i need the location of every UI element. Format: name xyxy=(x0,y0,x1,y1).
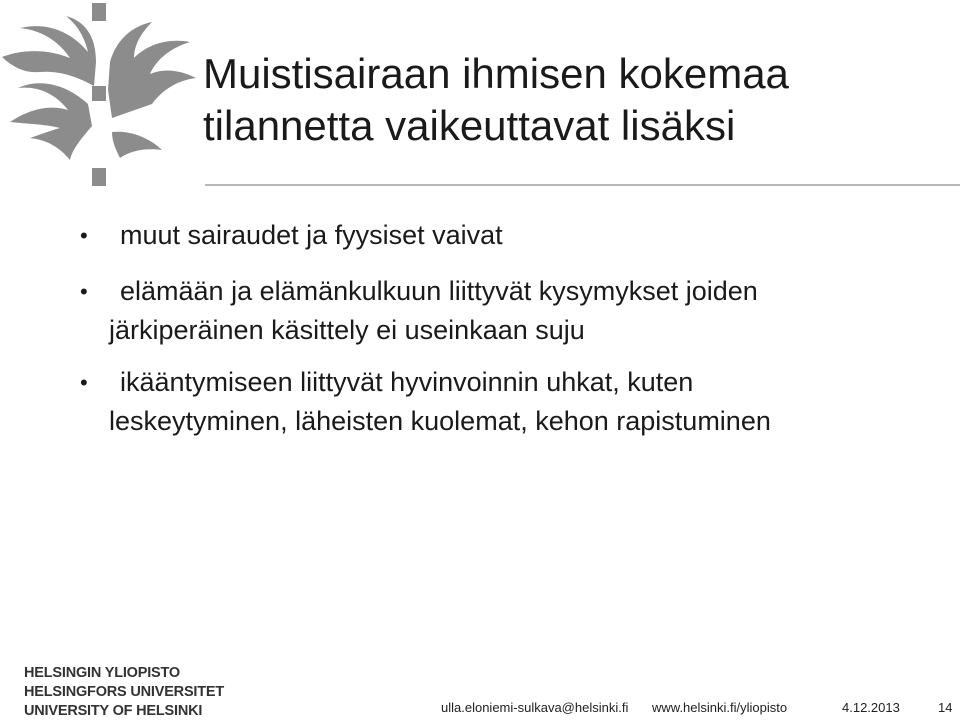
bullet-line: elämään ja elämänkulkuun liittyvät kysymykset joiden xyxy=(120,276,758,306)
bullet-marker: • xyxy=(80,370,88,395)
bullet-text xyxy=(109,216,944,255)
slide-title xyxy=(203,48,943,152)
footer-page-number: 14 xyxy=(938,700,953,715)
bullet-marker: • xyxy=(80,279,88,304)
bullet-text xyxy=(109,272,944,311)
wordmark-finnish: HELSINGIN YLIOPISTO xyxy=(24,665,180,681)
bullet-marker: • xyxy=(80,223,88,248)
slide-title-line1: Muistisairaan ihmisen kokemaa xyxy=(203,50,789,97)
bullet-line-continued: leskeytyminen, läheisten kuolemat, kehon rapistuminen xyxy=(109,406,771,436)
bullet-line: ikääntymiseen liittyvät hyvinvoinnin uhkat, kuten xyxy=(120,367,694,397)
footer-email: ulla.eloniemi-sulkava@helsinki.fi xyxy=(441,700,629,715)
footer-website: www.helsinki.fi/yliopisto xyxy=(652,700,788,715)
wordmark-swedish: HELSINGFORS UNIVERSITET xyxy=(24,684,225,700)
title-divider xyxy=(205,184,960,186)
footer-date: 4.12.2013 xyxy=(842,700,900,715)
university-wordmark xyxy=(24,664,224,721)
wordmark-english: UNIVERSITY OF HELSINKI xyxy=(24,703,203,719)
bullet-line-continued: järkiperäinen käsittely ei useinkaan suju xyxy=(109,315,585,345)
bullet-item xyxy=(80,216,944,255)
bullet-line: muut sairaudet ja fyysiset vaivat xyxy=(120,220,503,250)
bullet-text xyxy=(109,363,944,402)
bullet-item xyxy=(80,363,944,441)
slide-title-line2: tilannetta vaikeuttavat lisäksi xyxy=(203,102,736,149)
bullet-item xyxy=(80,272,944,350)
university-flame-logo xyxy=(0,0,200,195)
